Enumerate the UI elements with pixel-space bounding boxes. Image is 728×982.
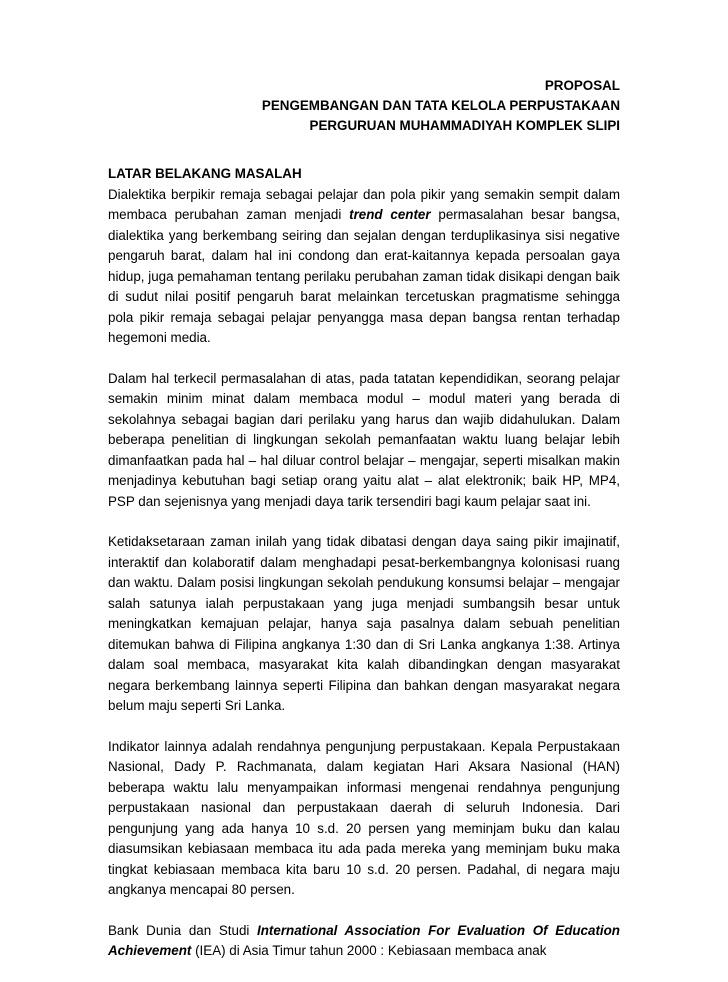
paragraph-1-emphasis: trend center	[349, 207, 431, 222]
paragraph-5-text-a: Bank Dunia dan Studi	[108, 922, 258, 938]
paragraph-5-text-b: (IEA) di Asia Timur tahun 2000 : Kebiasaan membaca anak	[191, 943, 547, 958]
paragraph-5	[108, 921, 620, 962]
header-title: PROPOSAL	[544, 78, 620, 93]
header-subtitle-line2: PERGURUAN MUHAMMADIYAH KOMPLEK SLIPI	[309, 118, 620, 133]
paragraph-1-text-b: permasalahan besar bangsa, dialektika yang berkembang seiring dan sejalan dengan terduplikasinya sisi negative pengaruh barat, dalam hal ini condong dan erat-kaitannya kepada persoalan gaya hidup, juga pemahaman tentang perilaku perubahan zaman tidak disikapi dengan baik di sudut nilai positif pengaruh barat melainkan tercetuskan pragmatisme sehingga pola pikir remaja sebagai pelajar penyangga masa depan bangsa rentan terhadap hegemoni media.	[108, 207, 621, 345]
paragraph-5-emphasis: International Association For Evaluation Of Education Achievement	[108, 922, 620, 958]
section-title: LATAR BELAKANG MASALAH	[108, 166, 302, 181]
paragraph-1-text-a: Dialektika berpikir remaja sebagai pelajar dan pola pikir yang semakin sempit dalam membaca perubahan zaman menjadi	[108, 186, 620, 222]
paragraph-1	[108, 185, 620, 349]
paragraph-2: Dalam hal terkecil permasalahan di atas, pada tatatan kependidikan, seorang pelajar semakin minim minat dalam membaca modul – modul materi yang berada di sekolahnya sebagai bagian dari perilaku yang harus dan wajib didahulukan. Dalam beberapa penelitian di lingkungan sekolah pemanfaatan waktu luang belajar lebih dimanfaatkan pada hal – hal diluar control belajar – mengajar, seperti misalkan makin menjadinya kebutuhan bagi setiap orang yaitu alat – alat elektronik; baik HP, MP4, PSP dan sejenisnya yang menjadi daya tarik tersendiri bagi kaum pelajar saat ini.	[108, 370, 620, 509]
document-page	[108, 76, 620, 982]
paragraph-4: Indikator lainnya adalah rendahnya pengunjung perpustakaan. Kepala Perpustakaan Nasional, Dady P. Rachmanata, dalam kegiatan Hari Aksara Nasional (HAN) beberapa waktu lalu menyampaikan informasi mengenai rendahnya pengunjung perpustakaan nasional dan perpustakaan daerah di seluruh Indonesia. Dari pengunjung yang ada hanya 10 s.d. 20 persen yang meminjam buku dan kalau diasumsikan kebiasaan membaca itu ada pada mereka yang meminjam buku maka tingkat kebiasaan membaca kita baru 10 s.d. 20 persen. Padahal, di negara maju angkanya mencapai 80 persen.	[108, 738, 620, 897]
header-subtitle-line1: PENGEMBANGAN DAN TATA KELOLA PERPUSTAKAAN	[261, 98, 620, 113]
document-header	[108, 76, 620, 136]
paragraph-3: Ketidaksetaraan zaman inilah yang tidak dibatasi dengan daya saing pikir imajinatif, interaktif dan kolaboratif dalam menghadapi pesat-berkembangnya kolonisasi ruang dan waktu. Dalam posisi lingkungan sekolah pendukung konsumsi belajar – mengajar salah satunya ialah perpustakaan yang juga menjadi sumbangsih besar untuk meningkatkan kemajuan pelajar, hanya saja pasalnya dalam sebuah penelitian ditemukan bahwa di Filipina angkanya 1:30 dan di Sri Lanka angkanya 1:38. Artinya dalam soal membaca, masyarakat kita kalah dibandingkan dengan masyarakat negara berkembang lainnya seperti Filipina dan bahkan dengan masyarakat negara belum maju seperti Sri Lanka.	[108, 534, 620, 713]
